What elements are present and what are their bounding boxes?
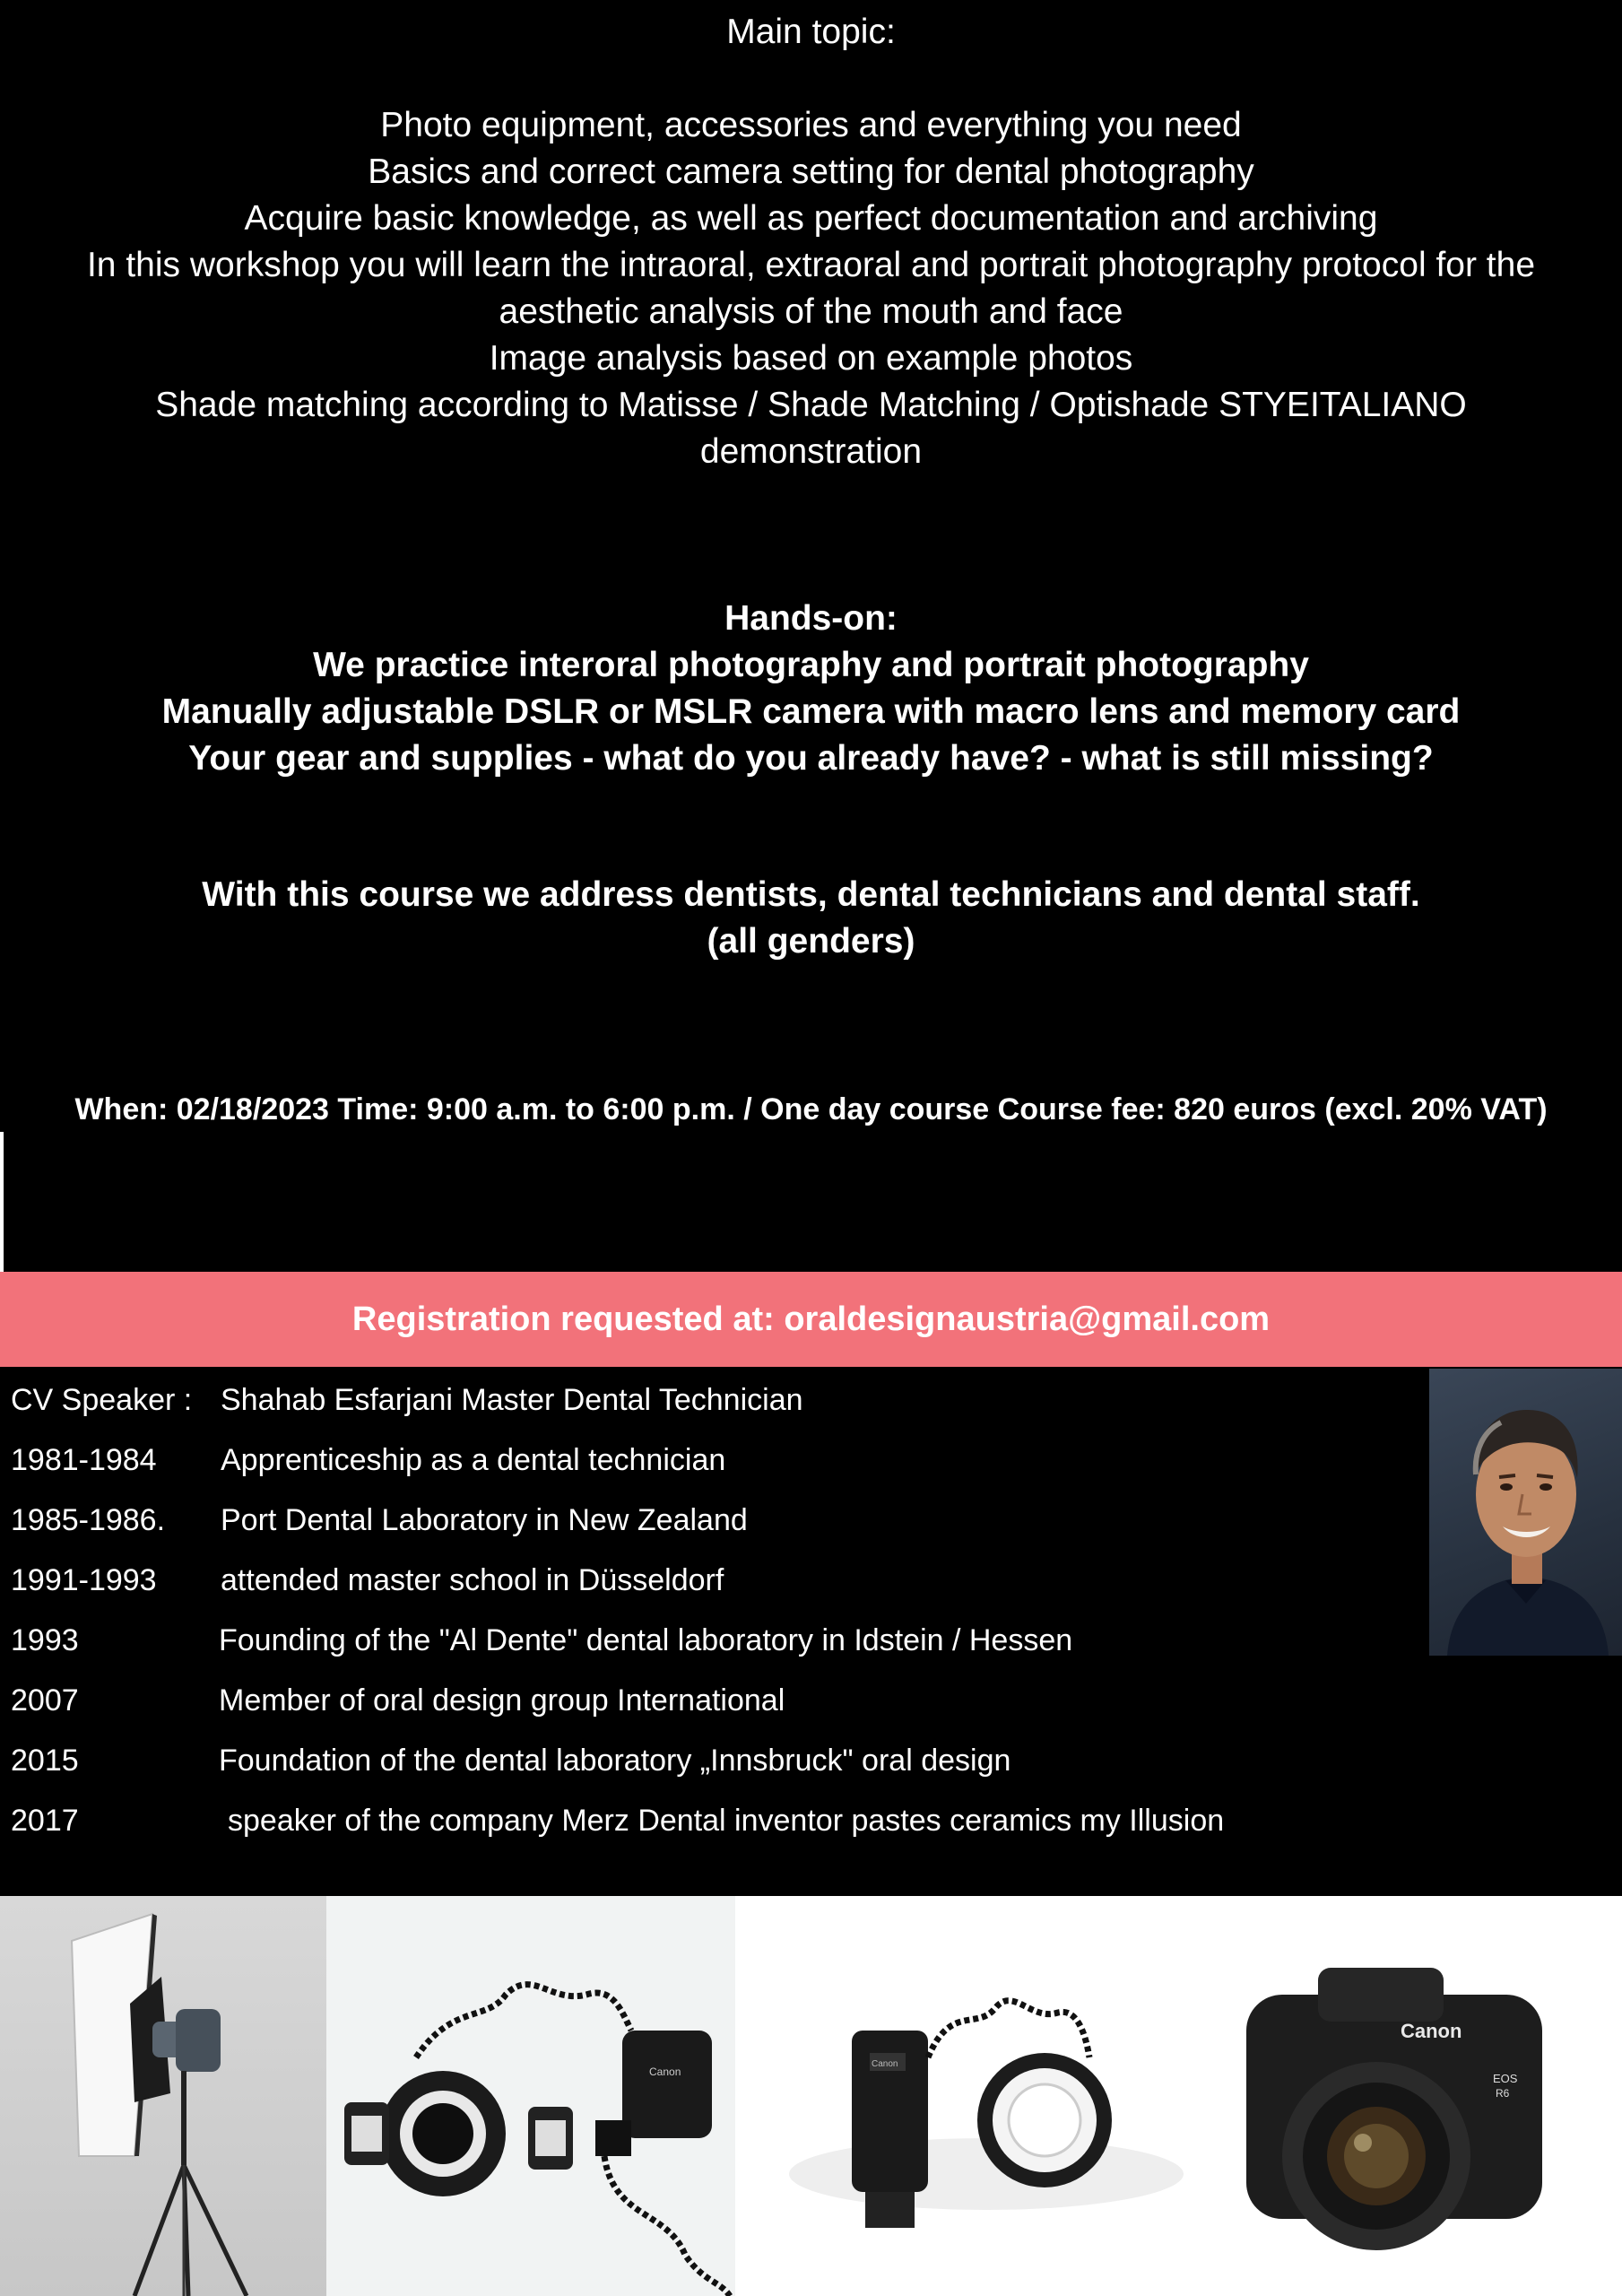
cv-year: 2017 xyxy=(11,1804,79,1838)
cv-row xyxy=(0,1498,1399,1558)
hands-on-heading: Hands-on: xyxy=(724,599,898,638)
hands-on-line: Your gear and supplies - what do you already have? - what is still missing? xyxy=(188,739,1434,778)
cv-row xyxy=(0,1558,1399,1618)
topic-line: Photo equipment, accessories and everything you need xyxy=(380,106,1242,144)
audience-section xyxy=(0,872,1622,965)
ring-flash-camera-icon xyxy=(735,1896,1622,2296)
cv-text: attended master school in Düsseldorf xyxy=(221,1563,724,1597)
topic-line: Shade matching according to Matisse / Shade Matching / Optishade STYEITALIANO xyxy=(155,386,1467,424)
cv-row xyxy=(0,1738,1399,1798)
camera-model-2: R6 xyxy=(1496,2087,1510,2100)
registration-text: Registration requested at: oraldesignaustria@gmail.com xyxy=(351,1300,1271,1338)
equipment-photos xyxy=(0,1896,1622,2296)
topic-line: Basics and correct camera setting for dental photography xyxy=(368,152,1254,191)
cv-year: 2007 xyxy=(11,1683,79,1718)
cv-year: 2015 xyxy=(11,1744,79,1778)
cv-year: CV Speaker : xyxy=(11,1383,193,1417)
camera-brand-label: Canon xyxy=(1401,2020,1462,2042)
cv-row xyxy=(0,1378,1399,1438)
cv-text: Shahab Esfarjani Master Dental Technician xyxy=(221,1383,803,1417)
divider xyxy=(0,1132,4,1272)
main-topic-heading: Main topic: xyxy=(726,13,896,51)
audience-line: With this course we address dentists, dental technicians and dental staff. xyxy=(202,875,1420,914)
macro-twin-flash-photo xyxy=(326,1896,735,2296)
cv-text: Founding of the "Al Dente" dental laboratory in Idstein / Hessen xyxy=(219,1623,1073,1657)
cv-year: 1991-1993 xyxy=(11,1563,157,1597)
twin-macro-flash-icon xyxy=(326,1896,735,2296)
topic-line: In this workshop you will learn the intraoral, extraoral and portrait photography protocol for the xyxy=(86,246,1536,284)
portrait-illustration xyxy=(1429,1369,1622,1656)
hands-on-line: Manually adjustable DSLR or MSLR camera with macro lens and memory card xyxy=(161,692,1461,731)
topic-line: Acquire basic knowledge, as well as perfect documentation and archiving xyxy=(244,199,1378,238)
cv-list xyxy=(0,1378,1399,1858)
topic-line: demonstration xyxy=(699,432,923,471)
hands-on-line: We practice interoral photography and portrait photography xyxy=(313,646,1309,684)
cv-text: speaker of the company Merz Dental inventor pastes ceramics my Illusion xyxy=(228,1804,1225,1838)
hands-on-section xyxy=(0,596,1622,782)
camera-model-1: EOS xyxy=(1493,2072,1518,2085)
cv-text: Foundation of the dental laboratory „Innsbruck" oral design xyxy=(219,1744,1011,1778)
softbox-light-icon xyxy=(0,1896,326,2296)
flash-unit-brand: Canon xyxy=(872,2059,898,2069)
cv-row xyxy=(0,1438,1399,1498)
speaker-portrait xyxy=(1429,1369,1622,1656)
cv-row xyxy=(0,1678,1399,1738)
flash-brand-label: Canon xyxy=(649,2066,681,2078)
cv-year: 1985-1986. xyxy=(11,1503,166,1537)
cv-text: Member of oral design group International xyxy=(219,1683,785,1718)
audience-note: (all genders) xyxy=(707,922,915,961)
main-topic-section xyxy=(0,9,1622,475)
cv-row xyxy=(0,1618,1399,1678)
cv-text: Apprenticeship as a dental technician xyxy=(221,1443,726,1477)
softbox-photo xyxy=(0,1896,326,2296)
cv-text: Port Dental Laboratory in New Zealand xyxy=(221,1503,748,1537)
topic-line: Image analysis based on example photos xyxy=(489,339,1133,378)
registration-banner xyxy=(0,1272,1622,1367)
cv-row xyxy=(0,1798,1399,1858)
cv-year: 1981-1984 xyxy=(11,1443,157,1477)
course-details: When: 02/18/2023 Time: 9:00 a.m. to 6:00 p.m. / One day course Course fee: 820 euros (excl. 20% VAT) xyxy=(74,1092,1548,1126)
ring-flash-and-camera-photo xyxy=(735,1896,1622,2296)
topic-line: aesthetic analysis of the mouth and face xyxy=(499,292,1123,331)
cv-year: 1993 xyxy=(11,1623,79,1657)
